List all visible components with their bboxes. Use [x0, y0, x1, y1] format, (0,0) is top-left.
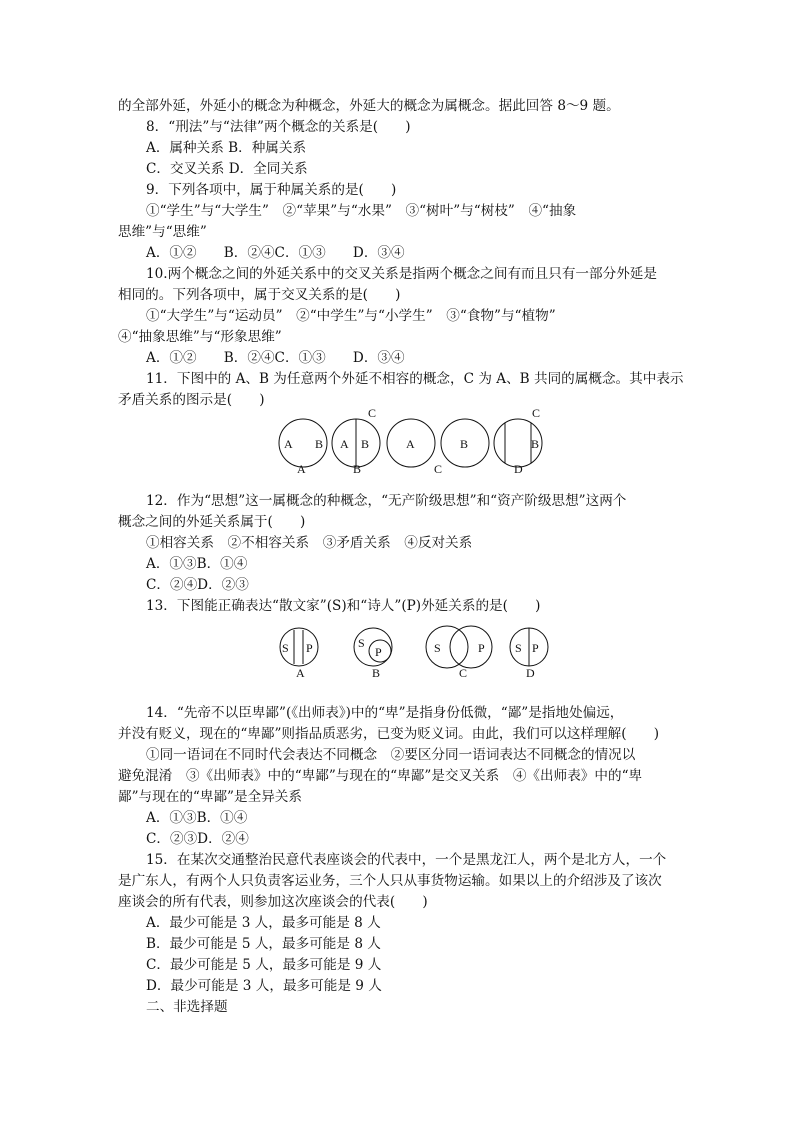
q11-caption-d: D: [514, 462, 523, 476]
q15-stem-line1: 15．在某次交通整治民意代表座谈会的代表中，一个是黑龙江人，两个是北方人，一个: [146, 852, 667, 868]
q11-a-label-b: B: [315, 437, 324, 451]
q13-b-label-s: S: [358, 636, 365, 650]
q11-b-label-b: B: [361, 437, 370, 451]
q14-options-ab: A．①③B．①④: [146, 810, 248, 826]
q12-items: ①相容关系 ②不相容关系 ③矛盾关系 ④反对关系: [146, 535, 473, 551]
q10-options: A．①② B．②④C．①③ D．③④: [146, 350, 405, 366]
question-9: [118, 180, 683, 264]
q9-items-line1: ①“学生”与“大学生” ②“苹果”与“水果” ③“树叶”与“树枝” ④“抽象: [146, 203, 577, 219]
question-8: [118, 117, 683, 180]
q13-figure: [118, 625, 683, 669]
q11-b-label-c: C: [368, 406, 377, 420]
question-13: [118, 596, 683, 685]
question-10: [118, 264, 683, 369]
q13-d-label-p: P: [532, 641, 539, 655]
q14-items-line3: 鄙”与现在的“卑鄙”是全异关系: [118, 789, 302, 805]
q11-d-label-b: B: [531, 437, 540, 451]
q9-stem: 9．下列各项中，属于种属关系的是( ): [146, 182, 397, 198]
q9-options: A．①② B．②④C．①③ D．③④: [146, 245, 405, 261]
q15-option-d: D．最少可能是 3 人，最多可能是 9 人: [146, 978, 382, 994]
q12-stem-line2: 概念之间的外延关系属于( ): [118, 514, 306, 530]
q11-figure-captions: [118, 462, 683, 481]
q15-option-a: A．最少可能是 3 人，最多可能是 8 人: [146, 915, 381, 931]
q13-caption-b: B: [372, 666, 381, 680]
exam-page: [118, 96, 683, 1018]
q8-stem: 8．“刑法”与“法律”两个概念的关系是( ): [146, 119, 411, 135]
q13-d-label-s: S: [515, 641, 522, 655]
q11-caption-b: B: [353, 462, 362, 476]
q10-items-line2: ④“抽象思维”与“形象思维”: [118, 329, 282, 345]
q15-stem-line3: 座谈会的所有代表，则参加这次座谈会的代表( ): [118, 894, 428, 910]
q13-b-label-p: P: [375, 645, 382, 659]
q11-caption-a: A: [297, 462, 306, 476]
q11-figure: [118, 406, 683, 465]
q14-stem-line2: 并没有贬义，现在的“卑鄙”则指品质恶劣，已变为贬义词。由此，我们可以这样理解( ): [118, 726, 660, 742]
q13-stem: 13．下图能正确表达“散文家”(S)和“诗人”(P)外延关系的是( ): [146, 598, 541, 614]
q11-caption-c: C: [434, 462, 443, 476]
section-heading-non-choice: 二、非选择题: [146, 999, 228, 1015]
intro-line: 的全部外延，外延小的概念为种概念，外延大的概念为属概念。据此回答 8～9 题。: [118, 98, 620, 114]
q13-c-label-p: P: [478, 641, 485, 655]
q13-caption-a: A: [296, 666, 305, 680]
q14-items-line2: 避免混淆 ③《出师表》中的“卑鄙”与现在的“卑鄙”是交叉关系 ④《出师表》中的“卑: [118, 768, 643, 784]
q14-options-cd: C．②③D．②④: [146, 831, 249, 847]
q13-venn-diagrams: [118, 625, 683, 673]
question-12: [118, 491, 683, 596]
q11-a-label-a: A: [284, 437, 293, 451]
q15-option-c: C．最少可能是 5 人，最多可能是 9 人: [146, 957, 382, 973]
q9-items-line2: 思维”与“思维”: [118, 224, 207, 240]
question-15: [118, 850, 683, 997]
q11-c-label-a: A: [406, 437, 415, 451]
q15-stem-line2: 是广东人，有两个人只负责客运业务，三个人只从事货物运输。如果以上的介绍涉及了该次: [118, 873, 662, 889]
q15-option-b: B．最少可能是 5 人，最多可能是 8 人: [146, 936, 381, 952]
q12-options-ab: A．①③B．①④: [146, 556, 248, 572]
q12-stem-line1: 12．作为“思想”这一属概念的种概念，“无产阶级思想”和“资产阶级思想”这两个: [146, 493, 627, 509]
q8-options-cd: C．交叉关系 D．全同关系: [146, 161, 308, 177]
q13-c-label-s: S: [434, 641, 441, 655]
q11-b-label-a: A: [340, 437, 349, 451]
q13-a-label-s: S: [282, 641, 289, 655]
q11-d-label-c: C: [532, 406, 541, 420]
q14-stem-line1: 14．“先帝不以臣卑鄙”(《出师表》)中的“卑”是指身份低微，“鄙”是指地处偏远，: [146, 705, 624, 721]
q13-caption-d: D: [526, 666, 535, 680]
q10-stem-line2: 相同的。下列各项中，属于交叉关系的是( ): [118, 287, 401, 303]
question-14: [118, 703, 683, 850]
q10-items-line1: ①“大学生”与“运动员” ②“中学生”与“小学生” ③“食物”与“植物”: [146, 308, 556, 324]
q12-options-cd: C．②④D．②③: [146, 577, 249, 593]
q13-figure-captions: [118, 666, 683, 685]
q10-stem-line1: 10.两个概念之间的外延关系中的交叉关系是指两个概念之间有而且只有一部分外延是: [146, 266, 657, 282]
q11-stem-line2: 矛盾关系的图示是( ): [118, 392, 265, 408]
question-11: [118, 369, 683, 481]
q13-caption-c: C: [459, 666, 468, 680]
q11-c-label-b: B: [460, 437, 469, 451]
q14-items-line1: ①同一语词在不同时代会表达不同概念 ②要区分同一语词表达不同概念的情况以: [146, 747, 636, 763]
q13-a-label-p: P: [306, 641, 313, 655]
q11-stem-line1: 11．下图中的 A、B 为任意两个外延不相容的概念，C 为 A、B 共同的属概念。其中表示: [146, 371, 684, 387]
q8-options-ab: A．属种关系 B．种属关系: [146, 140, 307, 156]
q11-diagram-c: [387, 419, 489, 467]
